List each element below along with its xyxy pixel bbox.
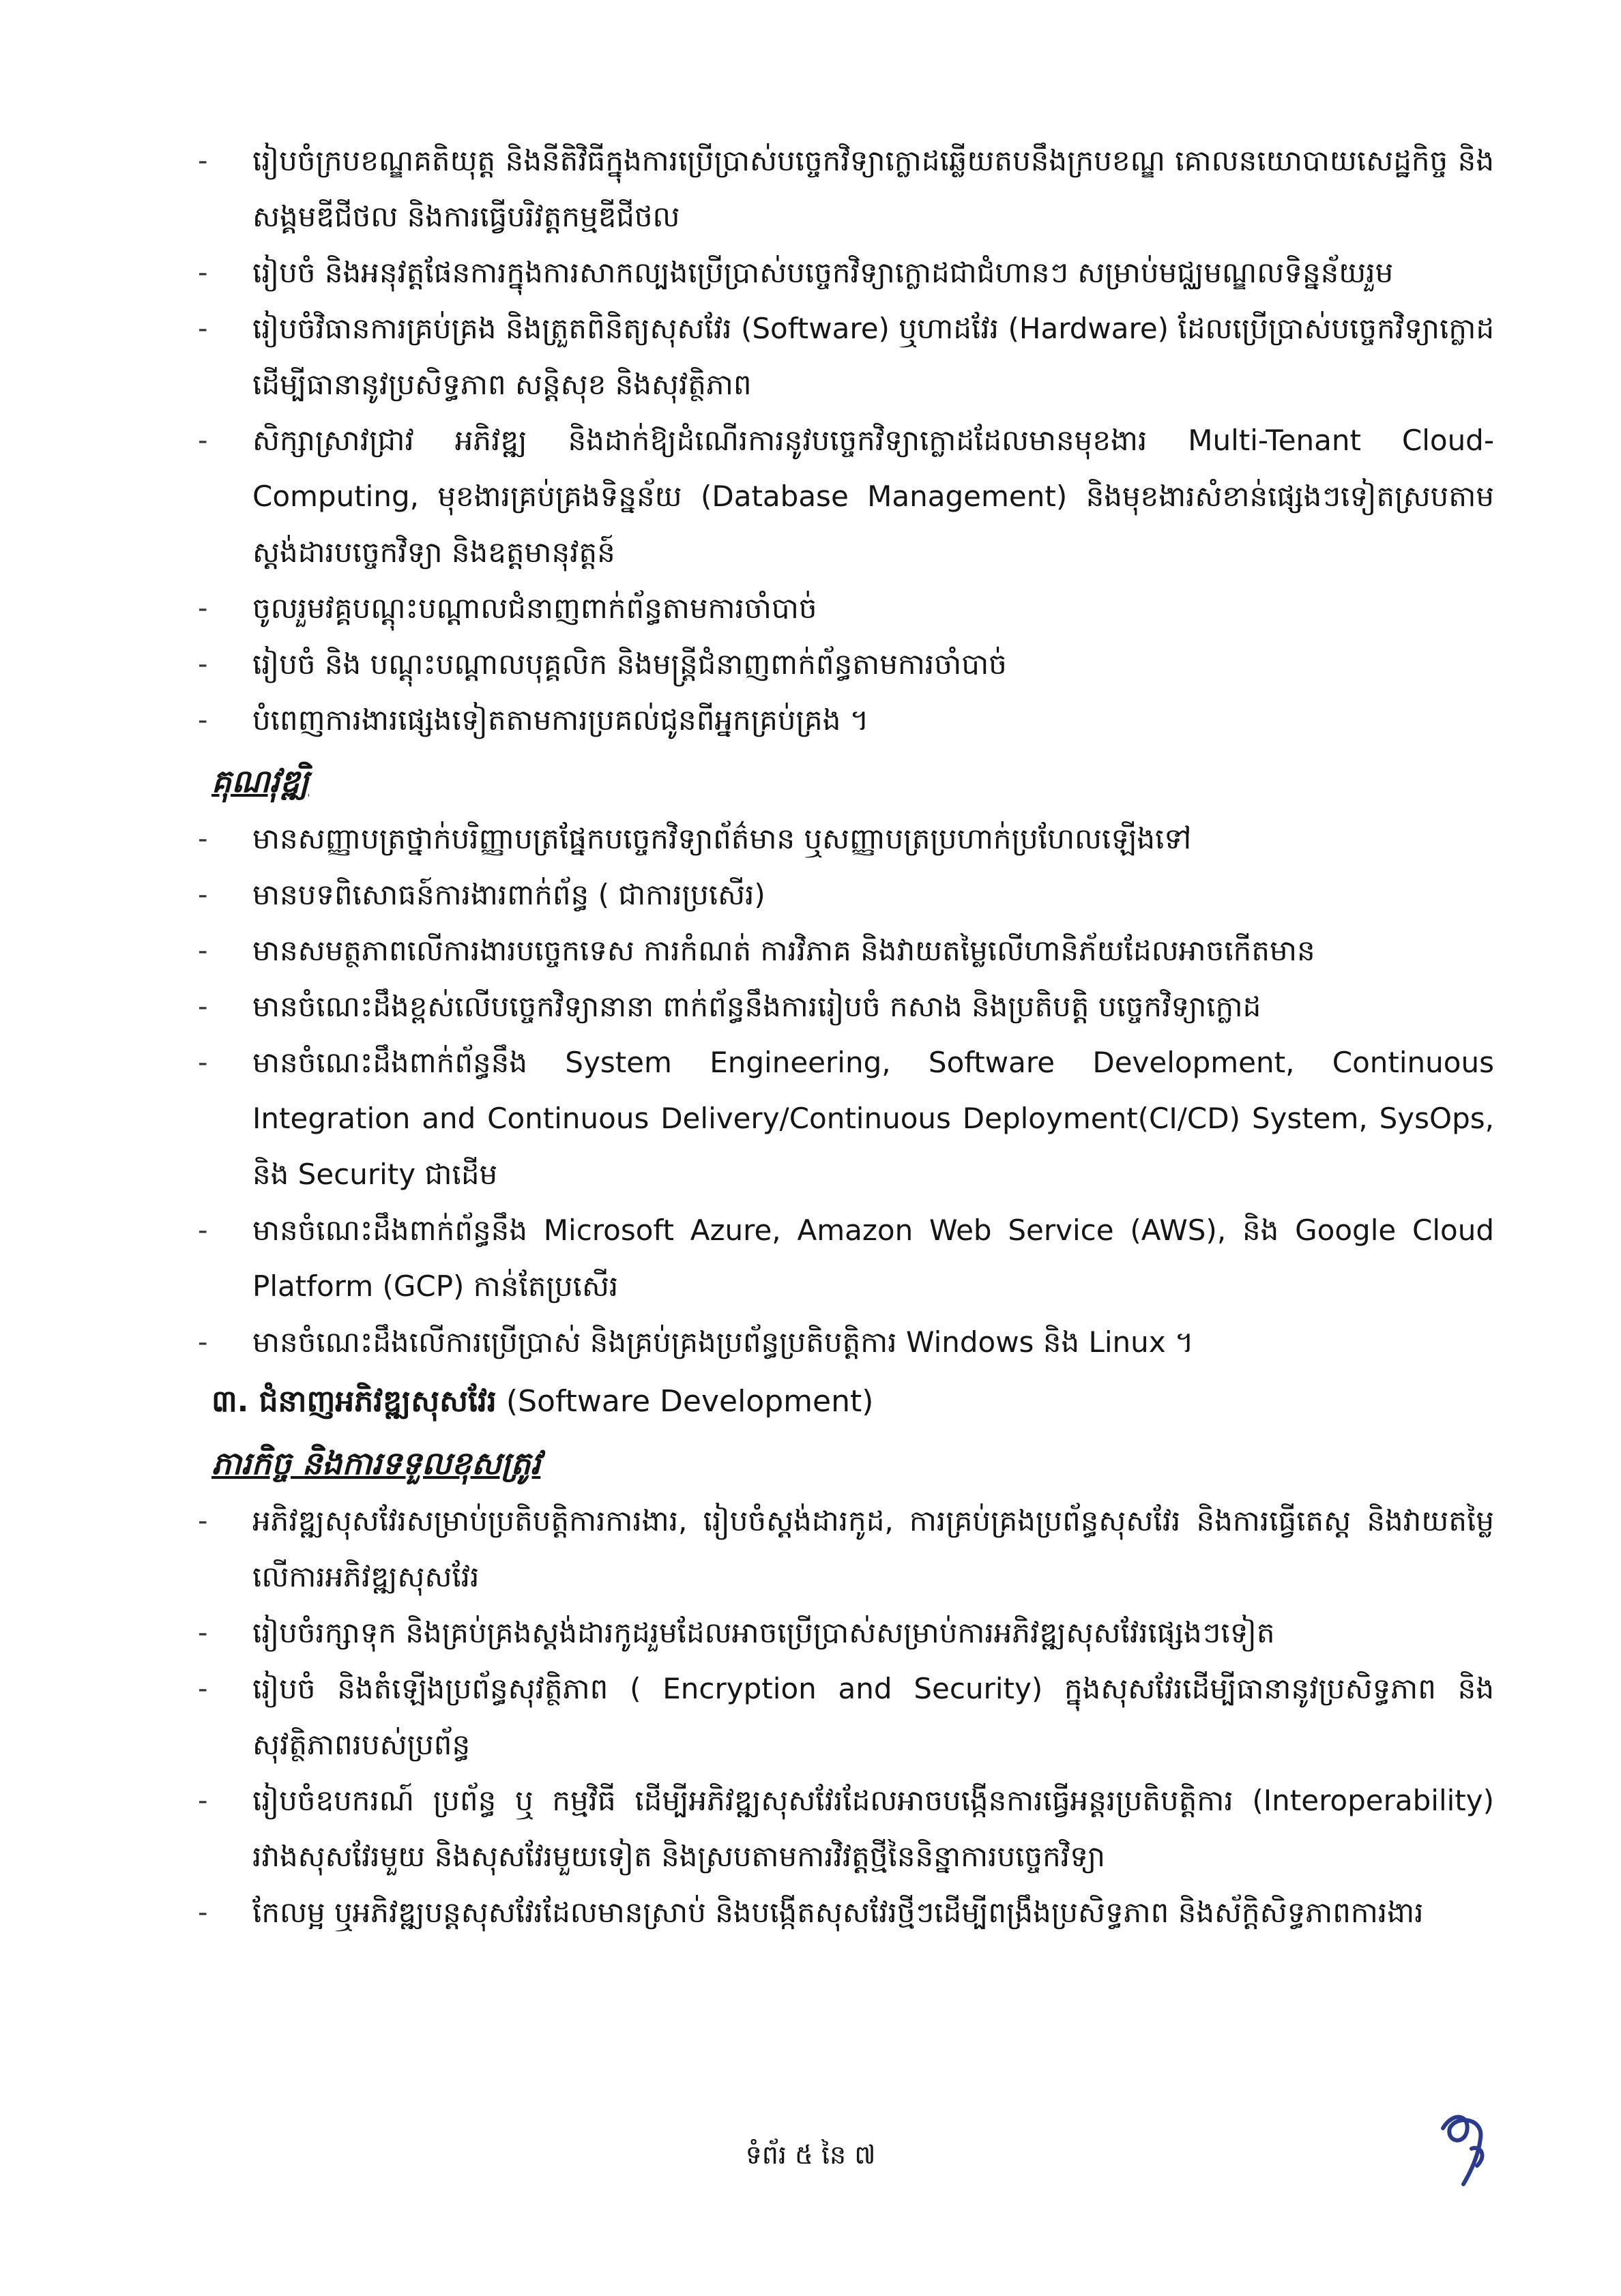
list-item-text: ចូលរួមវគ្គបណ្តុះបណ្តាលជំនាញពាក់ព័ន្ធតាមការចាំបាច់: [252, 591, 817, 625]
prev-section-list: [198, 133, 1494, 748]
list-item-text: រៀបចំ និងអនុវត្តផែនការក្នុងការសាកល្បងប្រើប្រាស់បច្ចេកវិទ្យាក្លោដជាជំហានៗ សម្រាប់មជ្ឈមណ្ឌលទិន្នន័យរួម: [252, 256, 1394, 289]
duties-heading: ភារកិច្ច និងការទទួលខុសត្រូវ: [211, 1445, 541, 1482]
list-item-text: រៀបចំឧបករណ៍ ប្រព័ន្ធ ឬ កម្មវិធី ដើម្បីអភិវឌ្ឍសុសវែរដែលអាចបង្កើនការធ្វើអន្តរប្រតិបត្តិការ (Interoperability) រវាងសុសវែរមួយ និងសុសវែរមួយទៀត និងស្របតាមការវិវត្តថ្មីនៃនិន្នាការបច្ចេកវិទ្យា: [252, 1784, 1494, 1873]
list-item: [198, 1314, 1494, 1370]
list-item-text: មានសមត្ថភាពលើការងារបច្ចេកទេស ការកំណត់ ការវិភាគ និងវាយតម្លៃលើហានិភ័យដែលអាចកើតមាន: [252, 934, 1315, 967]
list-item: [198, 1203, 1494, 1314]
bullet: -: [198, 257, 208, 289]
bullet: -: [198, 1617, 208, 1649]
section-3-title-en: (Software Development): [506, 1384, 874, 1419]
bullet: -: [198, 1673, 208, 1705]
list-item: [198, 1035, 1494, 1203]
qualifications-list: [198, 811, 1494, 1370]
bullet: -: [198, 593, 208, 624]
list-item: [198, 245, 1494, 301]
list-item-text: មានចំណេះដឹងលើការប្រើប្រាស់ និងគ្រប់គ្រងប្រព័ន្ធប្រតិបត្តិការ Windows និង Linux ។: [252, 1325, 1194, 1359]
bullet: -: [198, 1215, 208, 1246]
list-item-text: កែលម្អ ឬអភិវឌ្ឍបន្តសុសវែរដែលមានស្រាប់ និងបង្កើតសុសវែរថ្មីៗដើម្បីពង្រឹងប្រសិទ្ធភាព និងស័ក្តិសិទ្ធភាពការងារ: [252, 1896, 1424, 1929]
bullet: -: [198, 1897, 208, 1928]
list-item-text: សិក្សាស្រាវជ្រាវ អភិវឌ្ឍ និងដាក់ឱ្យដំណើរការនូវបច្ចេកវិទ្យាក្លោដដែលមានមុខងារ Multi-Tenant Cloud-Computing, មុខងារគ្រប់គ្រងទិន្នន័យ (Database Management) និងមុខងារសំខាន់ផ្សេងៗទៀតស្របតាមស្តង់ដារបច្ចេកវិទ្យា និងឧត្តមានុវត្តន៍: [252, 424, 1494, 569]
list-item-text: មានបទពិសោធន៍ការងារពាក់ព័ន្ធ ( ជាការប្រសើរ): [252, 878, 765, 911]
list-item: [198, 301, 1494, 413]
list-item-text: រៀបចំវិធានការគ្រប់គ្រង និងត្រួតពិនិត្យសុសវែរ (Software) ឬហាដវែរ (Hardware) ដែលប្រើប្រាស់បច្ចេកវិទ្យាក្លោដ ដើម្បីធានានូវប្រសិទ្ធភាព សន្តិសុខ និងសុវត្ថិភាព: [252, 312, 1494, 401]
list-item: [198, 923, 1494, 979]
bullet: -: [198, 313, 208, 344]
list-item: [198, 1885, 1494, 1941]
bullet: -: [198, 1505, 208, 1537]
duties-list: [198, 1493, 1494, 1941]
bullet: -: [198, 1047, 208, 1078]
bullet: -: [198, 705, 208, 736]
bullet: -: [198, 1327, 208, 1358]
bullet: -: [198, 425, 208, 456]
bullet: -: [198, 145, 208, 177]
list-item-text: រៀបចំ និងតំឡើងប្រព័ន្ធសុវត្ថិភាព ( Encryption and Security) ក្នុងសុសវែរដើម្បីធានានូវប្រសិទ្ធភាព និងសុវត្ថិភាពរបស់ប្រព័ន្ធ: [252, 1672, 1494, 1761]
bullet: -: [198, 649, 208, 680]
list-item-text: រៀបចំ និង បណ្តុះបណ្តាលបុគ្គលិក និងមន្ត្រីជំនាញពាក់ព័ន្ធតាមការចាំបាច់: [252, 647, 1007, 681]
list-item: [198, 1605, 1494, 1661]
list-item-text: អភិវឌ្ឍសុសវែរសម្រាប់ប្រតិបត្តិការការងារ, រៀបចំស្តង់ដារកូដ, ការគ្រប់គ្រងប្រព័ន្ធសុសវែរ និងការធ្វើតេស្ត និងវាយតម្លៃលើការអភិវឌ្ឍសុសវែរ: [252, 1504, 1494, 1593]
list-item: [198, 1773, 1494, 1885]
qualifications-heading: គុណវុឌ្ឍិ: [211, 763, 309, 799]
bullet: -: [198, 823, 208, 855]
list-item: [198, 1493, 1494, 1605]
section-3-title: [211, 1373, 1494, 1430]
list-item-text: បំពេញការងារផ្សេងទៀតតាមការប្រគល់ជូនពីអ្នកគ្រប់គ្រង ។: [252, 703, 869, 737]
list-item: [198, 811, 1494, 867]
list-item: [198, 867, 1494, 923]
list-item: [198, 1661, 1494, 1773]
list-item: [198, 636, 1494, 692]
initials-signature: [1429, 2108, 1498, 2190]
list-item: [198, 692, 1494, 748]
list-item: [198, 133, 1494, 245]
list-item-text: មានសញ្ញាបត្រថ្នាក់បរិញ្ញាបត្រផ្នែកបច្ចេកវិទ្យាព័ត៌មាន ឬសញ្ញាបត្រប្រហាក់ប្រហែលឡើងទៅ: [252, 822, 1192, 855]
list-item-text: មានចំណេះដឹងពាក់ព័ន្ធនឹង System Engineering, Software Development, Continuous Integration and Continuous Delivery/Continuous Deployment(CI/CD) System, SysOps, និង Security ជាដើម: [252, 1046, 1494, 1191]
bullet: -: [198, 935, 208, 967]
bullet: -: [198, 879, 208, 911]
page-number: ទំព័រ ៥ នៃ ៧: [745, 2140, 876, 2170]
bullet: -: [198, 991, 208, 1022]
list-item-text: រៀបចំក្របខណ្ឌគតិយុត្ត និងនីតិវិធីក្នុងការប្រើប្រាស់បច្ចេកវិទ្យាក្លោដឆ្លើយតបនឹងក្របខណ្ឌ គោលនយោបាយសេដ្ឋកិច្ច និងសង្គមឌីជីថល និងការធ្វើបរិវត្តកម្មឌីជីថល: [252, 144, 1494, 233]
section-3-number-title: ៣. ជំនាញអភិវឌ្ឍសុសវែរ: [211, 1384, 497, 1419]
list-item-text: រៀបចំរក្សាទុក និងគ្រប់គ្រងស្តង់ដារកូដរួមដែលអាចប្រើប្រាស់សម្រាប់ការអភិវឌ្ឍសុសវែរផ្សេងៗទៀត: [252, 1616, 1275, 1649]
document-body: [198, 133, 1494, 1941]
list-item: [198, 413, 1494, 580]
list-item-text: មានចំណេះដឹងខ្ពស់លើបច្ចេកវិទ្យានានា ពាក់ព័ន្ធនឹងការរៀបចំ កសាង និងប្រតិបត្តិ បច្ចេកវិទ្យាក្លោដ: [252, 990, 1261, 1023]
list-item-text: មានចំណេះដឹងពាក់ព័ន្ធនឹង Microsoft Azure, Amazon Web Service (AWS), និង Google Cloud Platform (GCP) កាន់តែប្រសើរ: [252, 1213, 1494, 1303]
list-item: [198, 580, 1494, 636]
list-item: [198, 979, 1494, 1035]
bullet: -: [198, 1785, 208, 1816]
